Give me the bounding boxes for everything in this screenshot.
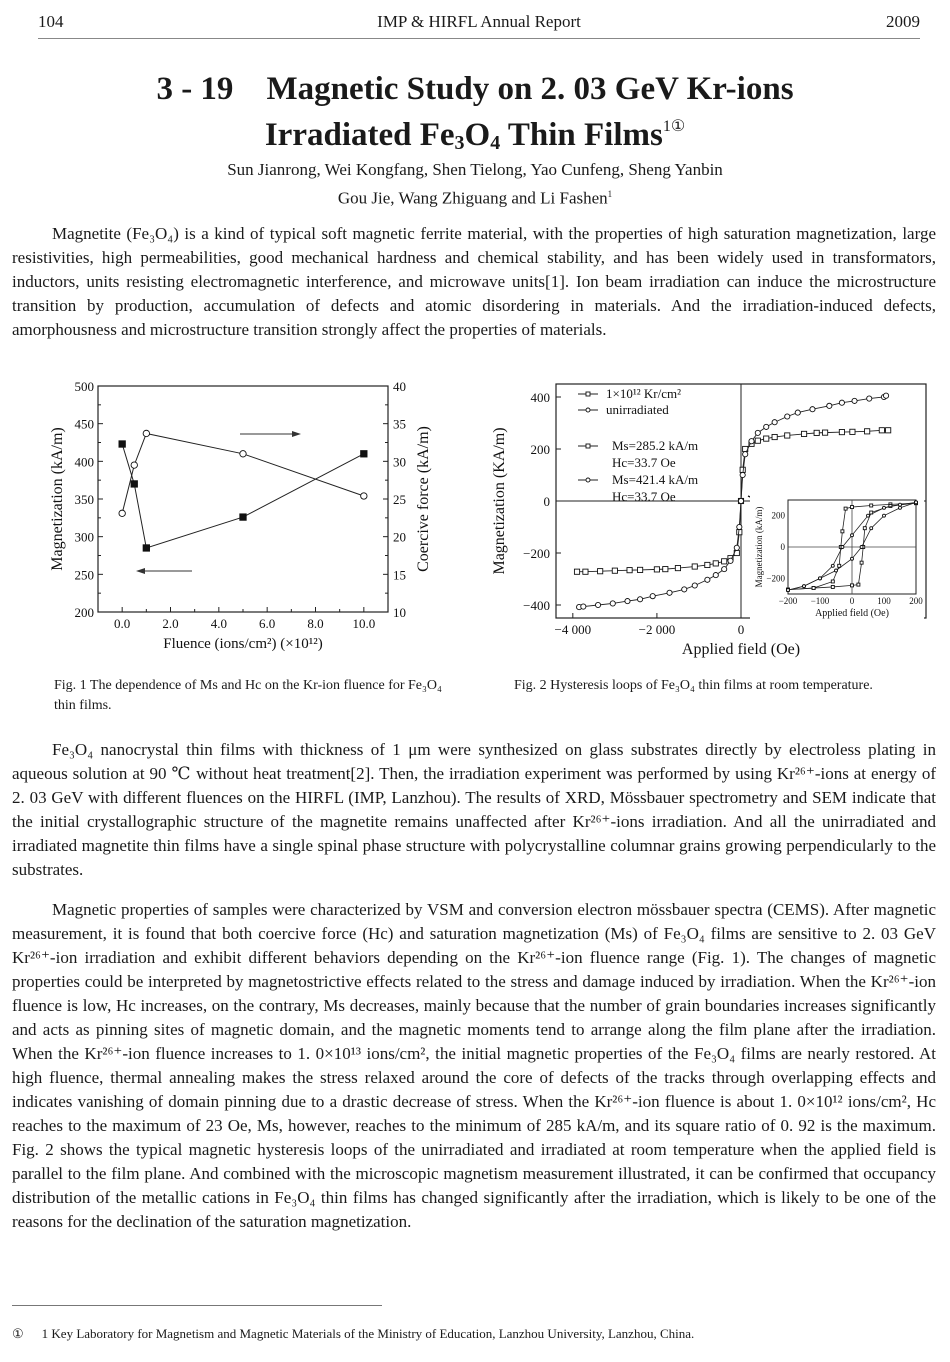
x-axis-label: Applied field (Oe) [681, 641, 801, 658]
y-axis-label: Magnetization (KA/m) [491, 427, 508, 575]
x-tick-label: 2.0 [162, 616, 179, 631]
figure-1-chart [40, 372, 440, 662]
data-point [637, 597, 642, 602]
paragraph-results: Magnetic properties of samples were characterized by VSM and conversion electron mössbauer spectra (CEMS). After magnetic measurement, it is found that both coercive force (Hc) and saturation magnetization (Ms) of Fe₃O₄ films are sensitive to 2. 03 GeV Kr²⁶⁺-ion irradiation and exhibit different behaviors depending on the Kr²⁶⁺-ion fluence range (Fig. 1). The changes of magnetic properties could be interpreted by magnetostrictive effects related to the stress and damage induced by irradiation. When the Kr²⁶⁺-ion fluence is low, Hc increases, on the contrary, Ms decreases, mainly because that the number of grain boundaries increases significantly and acts as pinning sites of magnetic domain, and the magnetic moments tend to arrange along the film plane after the irradiation. When the Kr²⁶⁺-ion fluence increases to 1. 0×10¹³ ions/cm², the initial magnetic properties of the Fe₃O₄ films are nearly restored. At high fluence, thermal annealing makes the stress relaxed around the core of defects of the tracks through overlapping effects and indicates vanishing of domain pinning due to a drastic decrease of stress. When the Kr²⁶⁺-ion fluence is about 1. 0×10¹² ions/cm², Hc reaches to the maximum of 23 Oe, Ms, however, reaches to the minimum of 285 kA/m, and its square ratio of 0. 92 is the maximum. Fig. 2 shows the typical magnetic hysteresis loops of the unirradiated and irradiated at room temperature when the applied field is parallel to the film plane. And combined with the microscopic magnetism measurement illustrated, it can be confirmed that occupancy distribution of the metallic cations in Fe₃O₄ thin films has changed significantly after the irradiation, which is likely to be one of the reasons for the declination of the saturation magnetization. [12, 900, 936, 1231]
inset-data-point [851, 506, 854, 509]
data-point [705, 577, 710, 582]
data-point [764, 424, 769, 429]
y2-tick-label: 25 [393, 492, 406, 507]
inset-data-point [860, 561, 863, 564]
legend-marker [586, 392, 590, 396]
legend-label: unirradiated [606, 402, 669, 417]
y2-tick-label: 30 [393, 454, 406, 470]
series-line [122, 433, 364, 513]
legend-annotation: Hc=33.7 Oe [612, 455, 676, 470]
legend-marker [586, 408, 590, 412]
y-tick-label: 350 [74, 492, 94, 507]
inset-data-point [857, 583, 860, 586]
data-point [692, 583, 697, 588]
inset-y-tick-label: −200 [766, 573, 785, 584]
inset-data-point [899, 506, 902, 509]
data-point [814, 430, 819, 435]
inset-data-point [870, 527, 873, 530]
data-point [755, 430, 760, 435]
data-point [143, 430, 149, 436]
inset-data-point [831, 580, 834, 583]
inset-data-point [803, 585, 806, 588]
inset-data-point [844, 507, 847, 510]
data-point [743, 452, 748, 457]
authors-line-2: Gou Jie, Wang Zhiguang and Li Fashen$^1$ [337, 188, 613, 208]
y2-tick-label: 40 [393, 379, 406, 394]
x-tick-label: 0.0 [114, 616, 131, 631]
data-point [722, 559, 727, 564]
y2-tick-label: 10 [393, 605, 406, 620]
inset-data-point [851, 557, 854, 560]
inset-data-point [787, 589, 790, 592]
data-point [361, 493, 367, 499]
data-point [625, 599, 630, 604]
data-point [883, 393, 888, 398]
data-point [675, 565, 680, 570]
legend-annotation: Ms=285.2 kA/m [612, 438, 699, 453]
data-point [722, 567, 727, 572]
data-point [119, 510, 125, 516]
data-point [839, 430, 844, 435]
inset-data-point [812, 587, 815, 590]
data-point [692, 564, 697, 569]
legend [578, 386, 698, 504]
data-point [131, 462, 137, 468]
legend-marker [586, 478, 590, 482]
title-line-2: Irradiated $Fe_3O_4$ Thin Films$^{1①}$ [264, 117, 686, 154]
journal-name: IMP & HIRFL Annual Report [377, 12, 581, 31]
data-point [728, 558, 733, 563]
x-axis-label: Fluence (ions/cm²) (×10¹²) [163, 636, 323, 652]
series-coercive-force [119, 430, 367, 516]
inset-data-point [831, 564, 834, 567]
data-point [738, 498, 743, 503]
inset-y-axis-label: Magnetization (kA/m) [754, 506, 764, 588]
y-tick-label: −400 [523, 598, 550, 613]
paragraph-intro: Magnetite (Fe₃O₄) is a kind of typical soft magnetic ferrite material, with the properties of high saturation magnetization, large resistivities, high permeabilities, good mechanical hardness and chemical stability, and has been widely used in transformators, inductors, units resisting electromagnetic interference, and microwave units[1]. Ion beam irradiation can induce the microstructure transition by production, accumulation of defects and atomic disordering in materials. And the irradiation-induced defects, amorphousness and microstructure transition strongly affect the properties of materials. [12, 224, 936, 339]
data-point [822, 430, 827, 435]
inset-x-tick-label: 200 [909, 596, 923, 606]
data-point [850, 429, 855, 434]
data-point [867, 396, 872, 401]
data-point [785, 433, 790, 438]
inset-data-point [883, 514, 886, 517]
y2-tick-label: 15 [393, 567, 406, 583]
legend-marker [586, 444, 590, 448]
inset-data-point [819, 577, 822, 580]
data-point [598, 569, 603, 574]
data-point [627, 568, 632, 573]
data-point [650, 594, 655, 599]
data-point [755, 438, 760, 443]
footnote-divider [12, 1305, 382, 1306]
plot-frame [98, 386, 388, 612]
arrow-right-head [292, 431, 301, 437]
x-tick-label: −2 000 [638, 622, 676, 637]
footnote-text: 1 Key Laboratory for Magnetism and Magnetic Materials of the Ministry of Education, Lanzhou University, Lanzhou, China. [41, 1326, 695, 1341]
title-text-1: Magnetic Study on 2. 03 GeV Kr-ions [266, 71, 794, 107]
y-tick-label: 500 [74, 379, 94, 394]
inset-data-point [831, 585, 834, 588]
inset-y-tick-label: 0 [780, 542, 785, 552]
data-point [240, 514, 246, 520]
figure-2-caption: Fig. 2 Hysteresis loops of Fe₃O₄ thin films at room temperature. [514, 678, 873, 693]
data-point [143, 545, 149, 551]
data-point [740, 472, 745, 477]
x-tick-label: 6.0 [259, 616, 276, 631]
legend-annotation: Ms=421.4 kA/m [612, 472, 699, 487]
authors-line-1: Sun Jianrong, Wei Kongfang, Shen Tielong, Yao Cunfeng, Sheng Yanbin [227, 160, 723, 179]
paper-title [0, 70, 950, 162]
data-point [801, 431, 806, 436]
y-tick-label: 300 [74, 529, 94, 545]
year: 2009 [886, 12, 920, 31]
inset-data-point [851, 534, 854, 537]
inset-data-point [870, 504, 873, 507]
footnote [12, 1326, 694, 1342]
y-tick-label: 0 [543, 494, 550, 509]
inset-x-tick-label: −200 [778, 596, 798, 606]
inset-data-point [838, 564, 841, 567]
data-point [879, 428, 884, 433]
y-tick-label: −200 [523, 546, 550, 561]
arrow-left-head [136, 568, 145, 574]
data-point [119, 441, 125, 447]
inset-data-point [835, 569, 838, 572]
data-point [749, 439, 754, 444]
y2-tick-label: 35 [393, 416, 406, 432]
data-point [240, 451, 246, 457]
x-tick-label: 4.0 [210, 616, 227, 631]
y-tick-label: 200 [74, 605, 94, 620]
data-point [772, 420, 777, 425]
data-point [764, 436, 769, 441]
running-header [38, 10, 920, 39]
data-point [772, 434, 777, 439]
inset-y-tick-label: 200 [771, 510, 785, 521]
data-point [865, 429, 870, 434]
inset-data-point [883, 506, 886, 509]
inset-data-point [899, 503, 902, 506]
data-point [713, 573, 718, 578]
inset-data-point [915, 501, 918, 504]
data-point [810, 407, 815, 412]
data-point [595, 602, 600, 607]
inset-data-point [863, 527, 866, 530]
data-point [612, 568, 617, 573]
footnote-marker: ① [12, 1326, 24, 1341]
y2-tick-label: 20 [393, 529, 406, 545]
y-tick-label: 450 [74, 416, 94, 432]
y-tick-label: 400 [74, 454, 94, 470]
data-point [581, 604, 586, 609]
data-point [852, 398, 857, 403]
data-point [713, 561, 718, 566]
y-axis-label: Magnetization (kA/m) [49, 427, 66, 571]
y-tick-label: 400 [530, 390, 550, 405]
data-point [637, 567, 642, 572]
author-list [0, 158, 950, 211]
x-tick-label: −4 000 [554, 622, 592, 637]
page-number: 104 [38, 12, 64, 31]
figure-2-chart [482, 376, 942, 661]
data-point [131, 481, 137, 487]
data-point [610, 601, 615, 606]
y2-axis-label: Coercive force (kA/m) [415, 426, 432, 572]
data-point [667, 590, 672, 595]
data-point [827, 403, 832, 408]
section-number: 3 - 19 [156, 71, 234, 107]
data-point [654, 567, 659, 572]
x-tick-label: 0 [737, 622, 745, 637]
data-point [886, 428, 891, 433]
data-point [737, 524, 742, 529]
y-tick-label: 200 [530, 442, 550, 457]
inset-data-point [867, 514, 870, 517]
figure-1-caption: Fig. 1 The dependence of Ms and Hc on the Kr-ion fluence for Fe₃O₄ thin films. [54, 678, 442, 713]
inset-chart [750, 496, 924, 636]
data-point [682, 587, 687, 592]
legend-annotation: Hc=33.7 Oe [612, 489, 676, 504]
data-point [583, 569, 588, 574]
data-point [839, 400, 844, 405]
data-point [663, 567, 668, 572]
data-point [734, 545, 739, 550]
x-tick-label: 10.0 [352, 616, 376, 631]
title-line-1 [156, 71, 793, 107]
inset-data-point [860, 546, 863, 549]
inset-x-axis-label: Applied field (Oe) [815, 608, 889, 619]
y-tick-label: 250 [74, 567, 94, 583]
data-point [795, 410, 800, 415]
inset-x-tick-label: 100 [877, 596, 891, 606]
inset-x-tick-label: 0 [849, 596, 855, 606]
data-point [705, 562, 710, 567]
x-tick-label: 8.0 [307, 616, 324, 631]
inset-x-tick-label: −100 [810, 596, 830, 606]
inset-data-point [841, 530, 844, 533]
data-point [574, 569, 579, 574]
inset-data-point [851, 584, 854, 587]
inset-data-point [841, 546, 844, 549]
paragraph-methods: Fe₃O₄ nanocrystal thin films with thickness of 1 μm were synthesized on glass substrates directly by electroless plating in aqueous solution at 90 ℃ without heat treatment[2]. Then, the irradiation experiment was performed by using Kr²⁶⁺-ions at energy of 2. 03 GeV with different fluences on the HIRFL (IMP, Lanzhou). The results of XRD, Mössbauer spectrometry and SEM indicate that the initial crystallographic structure of the magnetite remains unaffected after Kr²⁶⁺-ions irradiation. And all the unirradiated and irradiated magnetite thin films have a single spinal phase structure with polycrystalline columnar grains growing perpendicularly to the substrates. [12, 740, 936, 879]
series-line [122, 444, 364, 548]
data-point [361, 451, 367, 457]
legend-label: 1×10¹² Kr/cm² [606, 386, 681, 401]
data-point [785, 414, 790, 419]
